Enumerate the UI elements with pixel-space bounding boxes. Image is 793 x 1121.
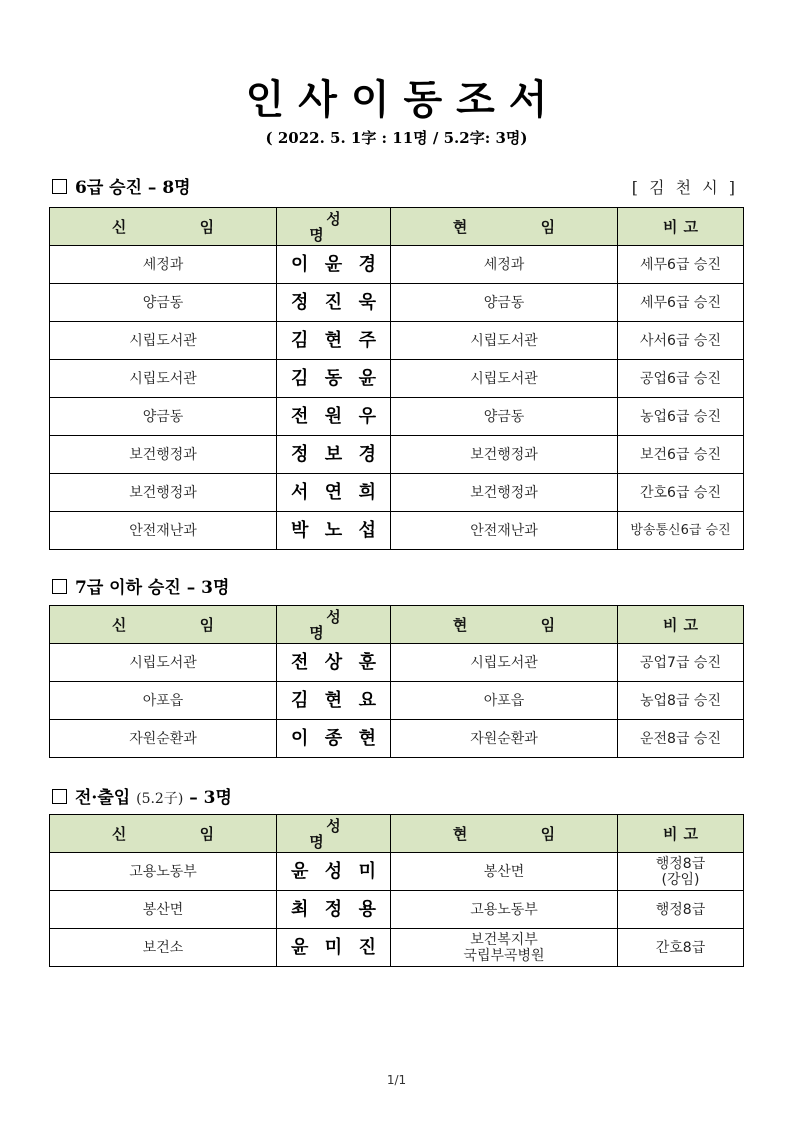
cell-note: 보건6급 승진 <box>618 436 744 474</box>
cell-current-post: 안전재난과 <box>391 512 618 550</box>
header-note: 비고 <box>618 208 744 246</box>
cell-note: 운전8급 승진 <box>618 720 744 758</box>
checkbox-square-icon <box>52 579 67 594</box>
name-syllable: 욱 <box>358 291 376 313</box>
name-syllable: 전 <box>291 405 309 427</box>
name-syllable: 연 <box>324 481 343 503</box>
table-row <box>50 720 744 758</box>
name-syllable: 이 <box>291 727 309 749</box>
header-current-post: 현 임 <box>391 815 618 853</box>
name-syllable: 우 <box>358 405 376 427</box>
name-syllable: 정 <box>291 291 309 313</box>
cell-note: 세무6급 승진 <box>618 246 744 284</box>
name-syllable: 미 <box>358 860 376 882</box>
name-syllable: 훈 <box>358 651 376 673</box>
cell-note: 농업6급 승진 <box>618 398 744 436</box>
name-syllable: 노 <box>324 519 343 541</box>
name-syllable: 정 <box>324 898 343 920</box>
name-syllable: 박 <box>291 519 309 541</box>
name-syllable: 윤 <box>291 936 309 958</box>
header-new-post: 신 임 <box>50 815 277 853</box>
cell-name <box>277 474 391 512</box>
table-row <box>50 644 744 682</box>
cell-current-post: 보건행정과 <box>391 474 618 512</box>
header-new-post: 신 임 <box>50 606 277 644</box>
table-row <box>50 682 744 720</box>
cell-current-post: 양금동 <box>391 398 618 436</box>
cell-current-post: 양금동 <box>391 284 618 322</box>
cell-current-post: 자원순환과 <box>391 720 618 758</box>
cell-new-post: 고용노동부 <box>50 853 277 891</box>
name-syllable: 전 <box>291 651 309 673</box>
name-syllable: 상 <box>324 651 343 673</box>
name-syllable: 동 <box>324 367 343 389</box>
section-heading-text: 6급 승진 – 8명 <box>75 178 191 198</box>
cell-note <box>618 853 744 891</box>
header-note: 비고 <box>618 606 744 644</box>
cell-current-post: 세정과 <box>391 246 618 284</box>
cell-new-post: 시립도서관 <box>50 360 277 398</box>
cell-current-post: 시립도서관 <box>391 322 618 360</box>
name-syllable: 현 <box>324 329 343 351</box>
table-row <box>50 512 744 550</box>
name-syllable: 김 <box>291 689 309 711</box>
cell-new-post: 보건행정과 <box>50 436 277 474</box>
section-heading-6-grade <box>52 176 742 200</box>
cell-note: 간호6급 승진 <box>618 474 744 512</box>
table-7-grade-promotion <box>49 605 744 758</box>
name-syllable: 정 <box>291 443 309 465</box>
cell-new-post: 아포읍 <box>50 682 277 720</box>
section-heading-text: 7급 이하 승진 – 3명 <box>75 578 230 598</box>
cell-note: 간호8급 <box>618 929 744 967</box>
cell-current-post: 시립도서관 <box>391 360 618 398</box>
cell-note: 세무6급 승진 <box>618 284 744 322</box>
name-syllable: 윤 <box>324 253 343 275</box>
cell-new-post: 안전재난과 <box>50 512 277 550</box>
name-syllable: 윤 <box>358 367 376 389</box>
section-heading-transfer <box>52 786 742 810</box>
table-row <box>50 436 744 474</box>
cell-note: 공업6급 승진 <box>618 360 744 398</box>
name-syllable: 현 <box>324 689 343 711</box>
name-syllable: 현 <box>358 727 376 749</box>
page-subtitle: ( 2022. 5. 1字 : 11명 / 5.2字: 3명) <box>265 129 528 147</box>
cell-new-post: 세정과 <box>50 246 277 284</box>
section-heading-7-grade <box>52 576 742 600</box>
name-syllable: 종 <box>324 727 343 749</box>
cell-name <box>277 322 391 360</box>
cell-current-post <box>391 929 618 967</box>
table-6-grade-promotion <box>49 207 744 550</box>
table-transfer <box>49 814 744 967</box>
name-syllable: 경 <box>358 443 376 465</box>
cell-current-line: 보건복지부 <box>470 931 538 948</box>
name-syllable: 경 <box>358 253 376 275</box>
header-name: 성 명 <box>277 815 391 853</box>
cell-note: 농업8급 승진 <box>618 682 744 720</box>
table-header-row <box>50 606 744 644</box>
checkbox-square-icon <box>52 789 67 804</box>
cell-new-post: 보건소 <box>50 929 277 967</box>
name-syllable: 미 <box>324 936 343 958</box>
cell-current-post: 봉산면 <box>391 853 618 891</box>
name-syllable: 서 <box>291 481 309 503</box>
name-syllable: 윤 <box>291 860 309 882</box>
cell-note: 행정8급 <box>618 891 744 929</box>
checkbox-square-icon <box>52 179 67 194</box>
header-new-post: 신 임 <box>50 208 277 246</box>
cell-name <box>277 512 391 550</box>
name-syllable: 용 <box>358 898 376 920</box>
cell-name <box>277 360 391 398</box>
cell-new-post: 시립도서관 <box>50 322 277 360</box>
page-title: 인사이동조서 <box>245 77 562 123</box>
cell-name <box>277 398 391 436</box>
name-syllable: 주 <box>358 329 376 351</box>
section-heading-count: – 3명 <box>189 788 232 808</box>
cell-current-post: 아포읍 <box>391 682 618 720</box>
header-current-post: 현 임 <box>391 208 618 246</box>
name-syllable: 진 <box>358 936 376 958</box>
name-syllable: 김 <box>291 329 309 351</box>
cell-note-line: (강임) <box>661 871 700 888</box>
cell-note-line: 행정8급 <box>655 855 706 872</box>
header-name: 성 명 <box>277 208 391 246</box>
cell-current-post: 보건행정과 <box>391 436 618 474</box>
cell-note: 방송통신6급 승진 <box>618 512 744 550</box>
table-header-row <box>50 815 744 853</box>
table-row <box>50 929 744 967</box>
table-row <box>50 891 744 929</box>
table-row <box>50 853 744 891</box>
cell-current-post: 고용노동부 <box>391 891 618 929</box>
table-header-row <box>50 208 744 246</box>
table-row <box>50 322 744 360</box>
name-syllable: 김 <box>291 367 309 389</box>
organization-label: [ 김 천 시 ] <box>631 178 738 197</box>
cell-name <box>277 891 391 929</box>
table-row <box>50 360 744 398</box>
cell-name <box>277 284 391 322</box>
header-note: 비고 <box>618 815 744 853</box>
cell-new-post: 자원순환과 <box>50 720 277 758</box>
cell-name <box>277 644 391 682</box>
cell-current-line: 국립부곡병원 <box>463 947 545 964</box>
cell-name <box>277 720 391 758</box>
name-syllable: 요 <box>358 689 376 711</box>
name-syllable: 보 <box>324 443 343 465</box>
table-row <box>50 246 744 284</box>
cell-new-post: 봉산면 <box>50 891 277 929</box>
cell-name <box>277 436 391 474</box>
cell-current-post: 시립도서관 <box>391 644 618 682</box>
cell-name <box>277 682 391 720</box>
name-syllable: 이 <box>291 253 309 275</box>
name-syllable: 희 <box>358 481 376 503</box>
cell-new-post: 시립도서관 <box>50 644 277 682</box>
page-number: 1/1 <box>386 1073 407 1087</box>
cell-new-post: 양금동 <box>50 398 277 436</box>
name-syllable: 진 <box>324 291 343 313</box>
table-row <box>50 474 744 512</box>
table-row <box>50 398 744 436</box>
name-syllable: 섭 <box>358 519 376 541</box>
cell-new-post: 양금동 <box>50 284 277 322</box>
cell-note: 사서6급 승진 <box>618 322 744 360</box>
table-row <box>50 284 744 322</box>
name-syllable: 성 <box>324 860 343 882</box>
header-current-post: 현 임 <box>391 606 618 644</box>
name-syllable: 원 <box>324 405 343 427</box>
section-heading-text: 전·출입 <box>75 788 131 808</box>
header-name: 성 명 <box>277 606 391 644</box>
cell-name <box>277 929 391 967</box>
name-syllable: 최 <box>291 898 309 920</box>
cell-name <box>277 246 391 284</box>
section-heading-note: (5.2子) <box>136 791 184 807</box>
cell-note: 공업7급 승진 <box>618 644 744 682</box>
cell-name <box>277 853 391 891</box>
cell-new-post: 보건행정과 <box>50 474 277 512</box>
